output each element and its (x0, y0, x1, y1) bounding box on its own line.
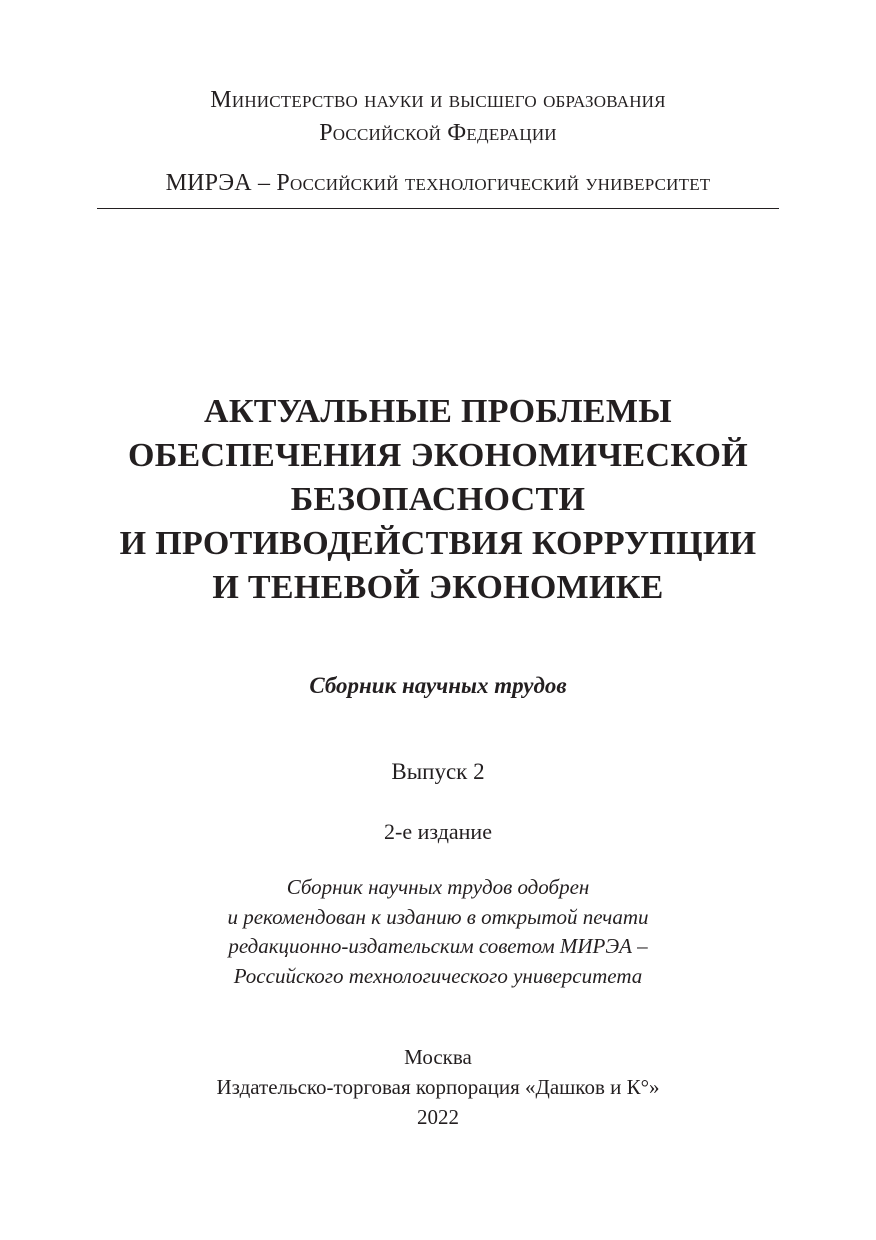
title-line-5: И ТЕНЕВОЙ ЭКОНОМИКЕ (212, 569, 664, 606)
title-line-3: БЕЗОПАСНОСТИ (290, 481, 586, 518)
publisher-imprint (0, 1042, 876, 1132)
imprint-year: 2022 (417, 1105, 459, 1129)
approval-line-1: Сборник научных трудов одобрен (286, 875, 590, 899)
approval-line-3: редакционно-издательским советом МИРЭА – (228, 934, 648, 958)
imprint-city: Москва (404, 1045, 472, 1069)
title-line-2: ОБЕСПЕЧЕНИЯ ЭКОНОМИЧЕСКОЙ (128, 437, 748, 474)
approval-line-2: и рекомендован к изданию в открытой печати (227, 904, 649, 929)
title-line-1: АКТУАЛЬНЫЕ ПРОБЛЕМЫ (203, 393, 672, 430)
ministry-name (0, 84, 876, 150)
approval-note (0, 873, 876, 991)
imprint-publisher: Издательско-торговая корпорация «Дашков и К°» (216, 1075, 660, 1099)
ministry-line-1: Министерство науки и высшего образования (210, 87, 666, 113)
edition-label: 2-е издание (384, 819, 492, 844)
approval-line-4: Российского технологического университета (233, 963, 643, 988)
title-line-4: И ПРОТИВОДЕЙСТВИЯ КОРРУПЦИИ (119, 525, 757, 562)
header-divider (97, 208, 779, 209)
book-title (0, 390, 876, 610)
ministry-line-2: Российской Федерации (319, 120, 557, 146)
book-subtitle: Сборник научных трудов (309, 673, 567, 698)
issue-number: Выпуск 2 (391, 759, 485, 784)
university-name: МИРЭА – Российский технологический университет (165, 170, 711, 196)
